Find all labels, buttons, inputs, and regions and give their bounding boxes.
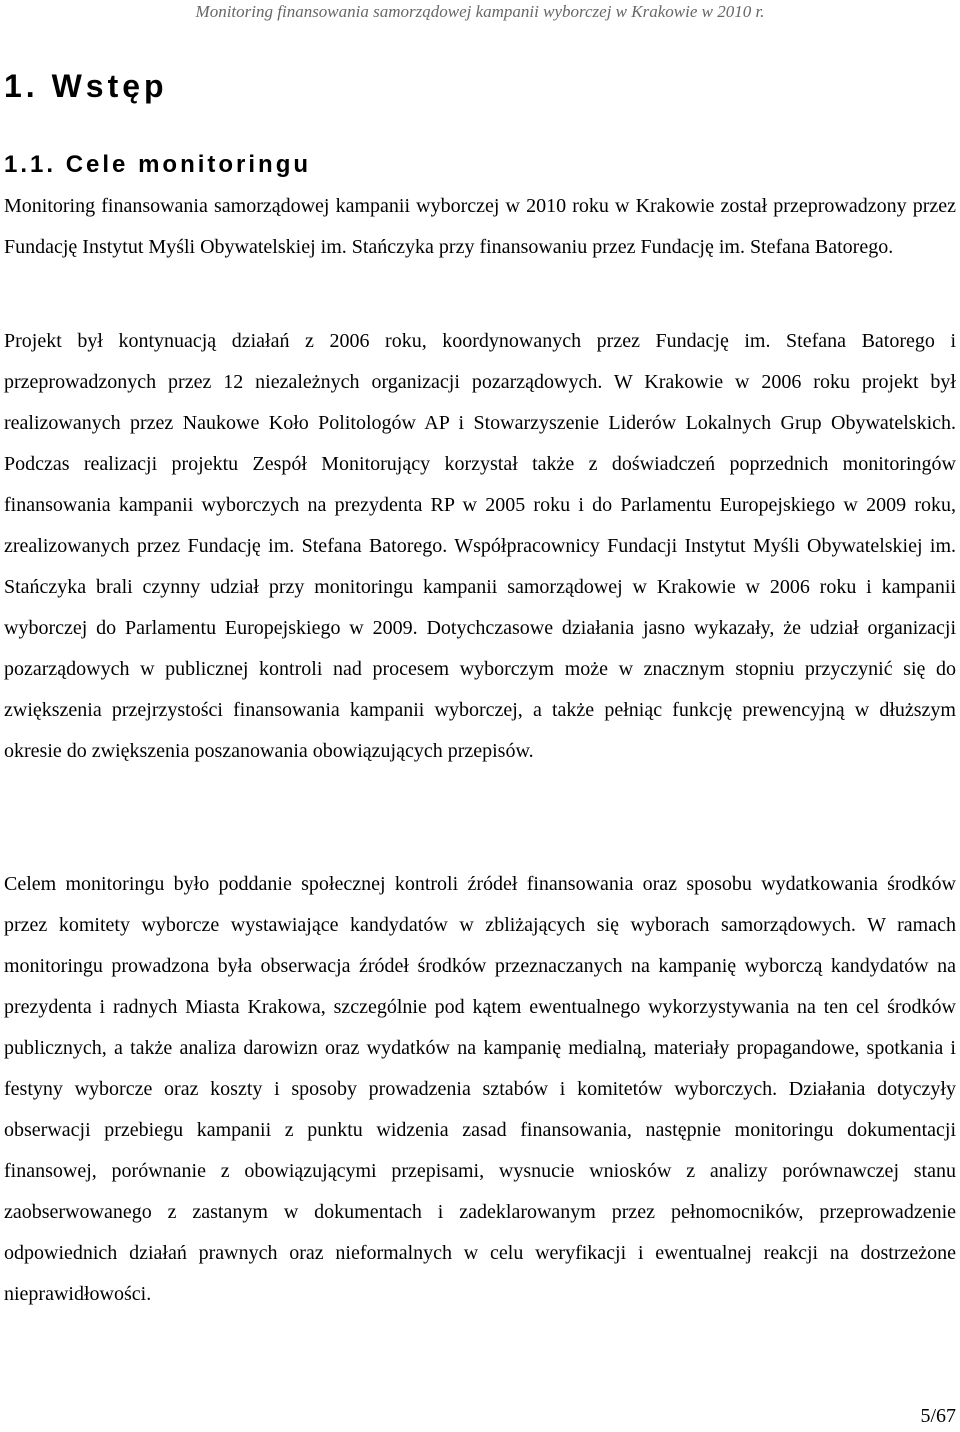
page-number: 5/67: [920, 1405, 956, 1427]
section-heading: 1. Wstęp: [4, 68, 168, 104]
running-header: Monitoring finansowania samorządowej kampanii wyborczej w Krakowie w 2010 r.: [195, 2, 765, 21]
subsection-heading: 1.1. Cele monitoringu: [4, 151, 312, 178]
paragraph-intro: Monitoring finansowania samorządowej kampanii wyborczej w 2010 roku w Krakowie został przeprowadzony przez Fundację Instytut Myśli Obywatelskiej im. Stańczyka przy finansowaniu przez Fundację im. Stefana Batorego.: [4, 195, 956, 258]
paragraph-project-history: Projekt był kontynuacją działań z 2006 roku, koordynowanych przez Fundację im. Stefana Batorego i przeprowadzonych przez 12 niezależnych organizacji pozarządowych. W Krakowie w 2006 roku projekt był realizowanych przez Naukowe Koło Politologów AP i Stowarzyszenie Liderów Lokalnych Grup Obywatelskich. Podczas realizacji projektu Zespół Monitorujący korzystał także z doświadczeń poprzednich monitoringów finansowania kampanii wyborczych na prezydenta RP w 2005 roku i do Parlamentu Europejskiego w 2009 roku, zrealizowanych przez Fundację im. Stefana Batorego. Współpracownicy Fundacji Instytut Myśli Obywatelskiej im. Stańczyka brali czynny udział przy monitoringu kampanii samorządowej w Krakowie w 2006 roku i kampanii wyborczej do Parlamentu Europejskiego w 2009. Dotychczasowe działania jasno wykazały, że udział organizacji pozarządowych w publicznej kontroli nad procesem wyborczym może w znacznym stopniu przyczynić się do zwiększenia przejrzystości finansowania kampanii wyborczej, a także pełniąc funkcję prewencyjną w dłuższym okresie do zwiększenia poszanowania obowiązujących przepisów.: [4, 330, 956, 762]
paragraph-monitoring-goal: Celem monitoringu było poddanie społecznej kontroli źródeł finansowania oraz sposobu wydatkowania środków przez komitety wyborcze wystawiające kandydatów w zbliżających się wyborach samorządowych. W ramach monitoringu prowadzona była obserwacja źródeł środków przeznaczanych na kampanię wyborczą kandydatów na prezydenta i radnych Miasta Krakowa, szczególnie pod kątem ewentualnego wykorzystywania na ten cel środków publicznych, a także analiza darowizn oraz wydatków na kampanię medialną, materiały propagandowe, spotkania i festyny wyborcze oraz koszty i sposoby prowadzenia sztabów i komitetów wyborczych. Działania dotyczyły obserwacji przebiegu kampanii z punktu widzenia zasad finansowania, następnie monitoringu dokumentacji finansowej, porównanie z obowiązującymi przepisami, wysnucie wniosków z analizy porównawczej stanu zaobserwowanego z zastanym w dokumentach i zadeklarowanym przez pełnomocników, przeprowadzenie odpowiednich działań prawnych oraz nieformalnych w celu weryfikacji i ewentualnej reakcji na dostrzeżone nieprawidłowości.: [4, 873, 956, 1305]
